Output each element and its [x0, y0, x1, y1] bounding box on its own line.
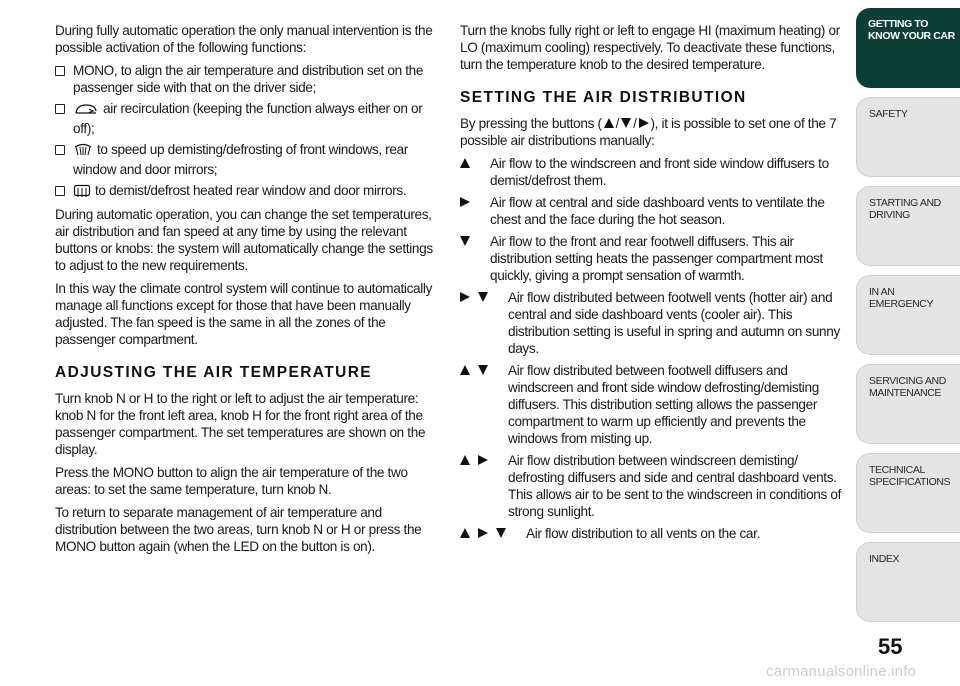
bullet-text: air recirculation (keeping the function always either on or off); — [73, 101, 423, 136]
arrow-right-icon — [478, 528, 488, 538]
checkbox-bullet-icon — [55, 145, 65, 155]
arrow-up-icon — [460, 455, 470, 465]
tab-label: TECHNICAL — [869, 464, 925, 476]
max-defrost-icon — [73, 143, 93, 161]
distribution-text: Air flow to the front and rear footwell diffusers. This air distribution setting heats the passenger compartment most quickly, giving a prompt sensation of warmth. — [490, 234, 823, 283]
distribution-item — [460, 289, 850, 357]
body-paragraph: Press the MONO button to align the air temperature of the two areas: to set the same temperature, turn knob N. — [55, 465, 408, 497]
tab-label: SERVICING AND — [869, 375, 946, 387]
arrow-right-icon — [460, 197, 470, 207]
page-number: 55 — [878, 634, 903, 659]
tab-getting-to-know-your-car[interactable] — [856, 8, 960, 88]
distribution-item — [460, 155, 850, 189]
tab-label: KNOW YOUR CAR — [868, 30, 955, 42]
distribution-item — [460, 233, 850, 284]
distribution-text: Air flow distributed between footwell vents (hotter air) and central and side dashboard vents (cooler air). This distribution setting is useful in spring and autumn on sunny days. — [508, 290, 840, 356]
chapter-sidebar — [856, 0, 960, 686]
list-item — [55, 182, 437, 202]
distribution-arrows — [460, 292, 488, 302]
distribution-text: Air flow to the windscreen and front side window diffusers to demist/defrost them. — [490, 156, 829, 188]
list-item — [55, 141, 437, 178]
distribution-arrows — [460, 528, 506, 538]
list-item — [55, 100, 437, 137]
arrow-up-icon — [604, 118, 614, 128]
distribution-arrows — [460, 455, 488, 465]
body-paragraph: Turn knob N or H to the right or left to adjust the air temperature: knob N for the front left area, knob H for the front right area of the passenger compartment. The set temperatures are shown on the display. — [55, 391, 426, 457]
tab-in-an-emergency[interactable] — [856, 275, 960, 355]
left-column — [55, 22, 437, 561]
arrow-down-icon — [478, 292, 488, 302]
arrow-right-icon — [478, 455, 488, 465]
intro-paragraph: Turn the knobs fully right or left to engage HI (maximum heating) or LO (maximum cooling) respectively. To deactivate these functions, turn the temperature knob to the desired temperature. — [460, 23, 840, 72]
distribution-item — [460, 452, 850, 520]
watermark: carmanualsonline.info — [766, 663, 917, 680]
arrow-up-icon — [460, 528, 470, 538]
body-paragraph: In this way the climate control system will continue to automatically manage all functions except for those that have been manually adjusted. The fan speed is the same in all the zones of the passenger compartment. — [55, 281, 433, 347]
bullet-text: to demist/defrost heated rear window and door mirrors. — [95, 183, 407, 198]
arrow-down-icon — [460, 236, 470, 246]
distribution-arrows — [460, 158, 470, 168]
tab-label: MAINTENANCE — [869, 387, 942, 399]
tab-label: GETTING TO — [868, 18, 928, 30]
body-paragraph: During automatic operation, you can change the set temperatures, air distribution and fan speed at any time by using the relevant buttons or knobs: the system will automatically change the settings to adjust to the new requirements. — [55, 207, 433, 273]
intro-paragraph: During fully automatic operation the only manual intervention is the possible activation of the following functions: — [55, 23, 433, 55]
tab-label: DRIVING — [869, 209, 910, 221]
distribution-arrows — [460, 365, 488, 375]
checkbox-bullet-icon — [55, 66, 65, 76]
air-distribution-list — [460, 155, 850, 542]
list-item — [55, 62, 437, 96]
buttons-text-post: ), it is possible to set one of the 7 possible air distributions manually: — [460, 116, 837, 148]
tab-index[interactable] — [856, 542, 960, 622]
rear-window-defrost-icon — [73, 184, 91, 202]
bullet-text: MONO, to align the air temperature and distribution set on the passenger side with that on the driver side; — [73, 63, 424, 95]
distribution-text: Air flow at central and side dashboard vents to ventilate the chest and the face during the hot season. — [490, 195, 825, 227]
arrow-down-icon — [496, 528, 506, 538]
tab-label: STARTING AND — [869, 197, 941, 209]
distribution-item — [460, 525, 850, 542]
distribution-item — [460, 362, 850, 447]
distribution-item — [460, 194, 850, 228]
tab-safety[interactable] — [856, 97, 960, 177]
bullet-text: to speed up demisting/defrosting of front windows, rear window and door mirrors; — [73, 142, 408, 177]
body-paragraph: To return to separate management of air temperature and distribution between the two areas, turn knob N or H or press the MONO button again (when the LED on the button is on). — [55, 505, 422, 554]
tab-label: INDEX — [869, 553, 900, 565]
section-heading: SETTING THE AIR DISTRIBUTION — [460, 89, 747, 106]
tab-label: SAFETY — [869, 108, 908, 120]
tab-starting-and-driving[interactable] — [856, 186, 960, 266]
arrow-down-icon — [621, 118, 631, 128]
distribution-text: Air flow distribution to all vents on the car. — [526, 526, 760, 541]
tab-servicing-and-maintenance[interactable] — [856, 364, 960, 444]
tab-technical-specifications[interactable] — [856, 453, 960, 533]
distribution-text: Air flow distribution between windscreen demisting/ defrosting diffusers and side and central dashboard vents. This allows air to be sent to the windscreen in conditions of strong sunlight. — [508, 453, 842, 519]
buttons-text-pre: By pressing the buttons ( — [460, 116, 602, 131]
arrow-up-icon — [460, 365, 470, 375]
checkbox-bullet-icon — [55, 186, 65, 196]
arrow-up-icon — [460, 158, 470, 168]
distribution-arrows — [460, 197, 470, 207]
arrow-right-icon — [639, 118, 649, 128]
distribution-arrows — [460, 236, 470, 246]
air-recirculation-icon — [73, 102, 99, 120]
arrow-down-icon — [478, 365, 488, 375]
tab-label: IN AN EMERGENCY — [869, 286, 934, 310]
buttons-paragraph: By pressing the buttons ( / / ), it is possible to set one of the 7 possible air distributions manually: — [460, 116, 837, 148]
right-column — [460, 22, 850, 547]
tab-label: SPECIFICATIONS — [869, 476, 951, 488]
arrow-right-icon — [460, 292, 470, 302]
section-heading: ADJUSTING THE AIR TEMPERATURE — [55, 364, 373, 381]
checkbox-bullet-icon — [55, 104, 65, 114]
distribution-text: Air flow distributed between footwell diffusers and windscreen and front side window defrosting/demisting diffusers. This distribution setting allows the passenger compartment to warm up efficiently and prevents the windows from misting up. — [508, 363, 819, 446]
